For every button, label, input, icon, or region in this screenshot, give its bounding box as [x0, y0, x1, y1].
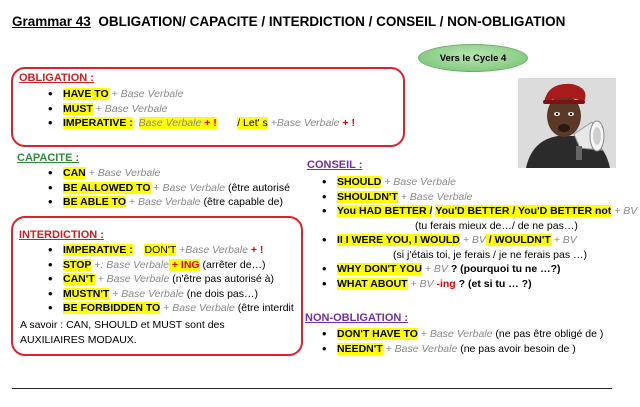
page-title — [12, 14, 565, 29]
title-grammar: Grammar 43 — [12, 14, 91, 29]
conseil-heading: CONSEIL : — [307, 159, 363, 171]
megaphone-man-photo — [518, 78, 616, 168]
bottom-divider — [12, 388, 612, 389]
modal-note-line1: A savoir : CAN, SHOULD et MUST sont des — [20, 319, 225, 331]
list-item: • MUSTN'T + Base Verbale (ne dois pas…) — [45, 287, 294, 302]
obligation-list — [45, 87, 355, 131]
list-item: • BE FORBIDDEN TO + Base Verbale (être interdit — [45, 301, 294, 316]
megaphone-man-illustration — [518, 78, 616, 168]
capacite-list — [45, 166, 290, 210]
list-item: • BE ALLOWED TO + Base Verbale (être autorisé — [45, 181, 290, 196]
list-item: • WHY DON'T YOU + BV ? (pourquoi tu ne …?) — [319, 262, 637, 277]
list-item: • SHOULDN'T + Base Verbale — [319, 190, 637, 205]
list-item: • NEEDN'T + Base Verbale (ne pas avoir besoin de ) — [319, 342, 603, 357]
capacite-heading: CAPACITE : — [17, 152, 80, 164]
list-item-translation: (si j'étais toi, je ferais / je ne ferais pas …) — [393, 248, 587, 261]
cycle-badge: Vers le Cycle 4 — [418, 44, 528, 72]
nonobligation-list — [319, 327, 603, 356]
nonobligation-heading: NON-OBLIGATION : — [305, 312, 409, 324]
list-item: • MUST + Base Verbale — [45, 102, 355, 117]
interdiction-heading: INTERDICTION : — [19, 229, 104, 241]
title-topics: OBLIGATION/ CAPACITE / INTERDICTION / CONSEIL / NON-OBLIGATION — [98, 14, 566, 29]
list-item: • STOP +: Base Verbale + ING (arrêter de…) — [45, 258, 294, 273]
list-item: • II I WERE YOU, I WOULD + BV / WOULDN'T + BV — [319, 233, 637, 248]
conseil-list — [319, 175, 637, 291]
interdiction-list — [45, 243, 294, 316]
list-item-translation: (tu ferais mieux de…/ de ne pas…) — [415, 219, 578, 232]
obligation-heading: OBLIGATION : — [19, 72, 94, 84]
list-item: • CAN + Base Verbale — [45, 166, 290, 181]
list-item: • BE ABLE TO + Base Verbale (être capable de) — [45, 195, 290, 210]
list-item: • HAVE TO + Base Verbale — [45, 87, 355, 102]
list-item: • WHAT ABOUT + BV -ing ? (et si tu … ?) — [319, 277, 637, 292]
list-item: • DON'T HAVE TO + Base Verbale (ne pas être obligé de ) — [319, 327, 603, 342]
list-item: • You HAD BETTER / You'D BETTER / You'D BETTER not + BV — [319, 204, 637, 219]
list-item: • SHOULD + Base Verbale — [319, 175, 637, 190]
list-item: • IMPERATIVE : Base Verbale + ! / Let' s +Base Verbale + ! — [45, 116, 355, 131]
list-item: • IMPERATIVE : DON'T +Base Verbale + ! — [45, 243, 294, 258]
list-item: • CAN'T + Base Verbale (n'être pas autorisé à) — [45, 272, 294, 287]
modal-note-line2: AUXILIAIRES MODAUX. — [20, 334, 137, 346]
